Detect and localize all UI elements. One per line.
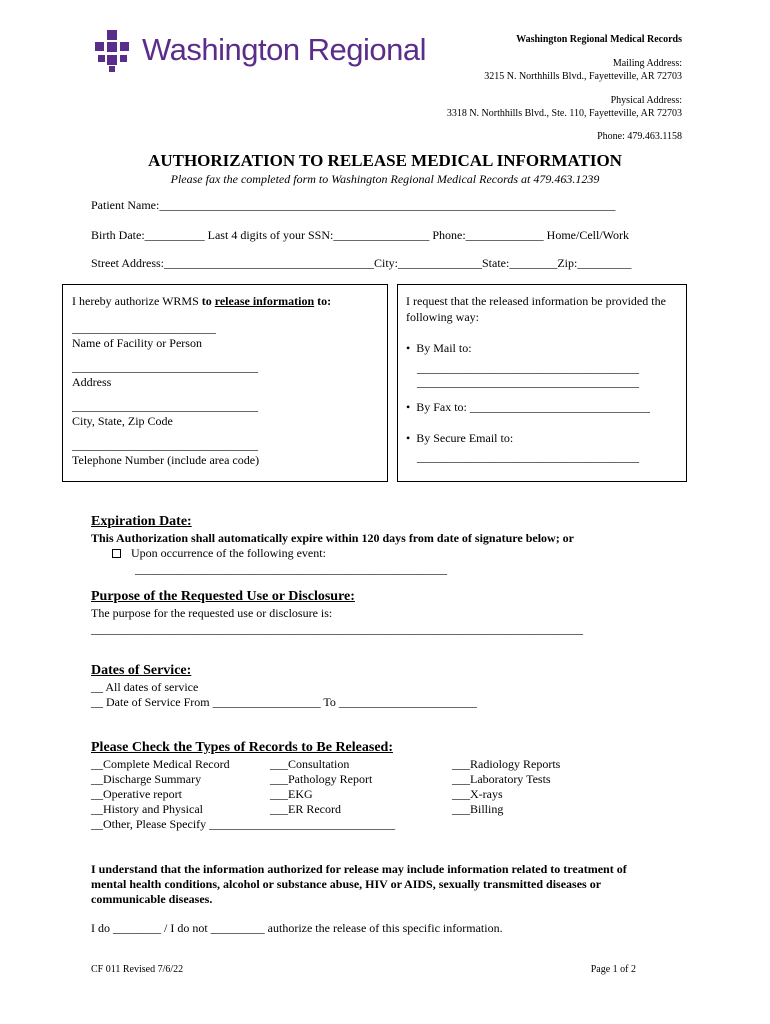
physical-label: Physical Address: xyxy=(610,95,682,106)
delivery-intro-line2: following way: xyxy=(406,310,479,324)
header-phone: Phone: 479.463.1158 xyxy=(597,131,682,142)
record-option-other[interactable]: __Other, Please Specify _______________________________ xyxy=(91,817,396,831)
record-option[interactable]: ___X-rays xyxy=(452,787,503,801)
email-blank[interactable]: _____________________________________ xyxy=(417,450,639,464)
email-option: • By Secure Email to: xyxy=(406,430,513,446)
mail-option: • By Mail to: xyxy=(406,340,472,356)
record-option[interactable]: ___EKG xyxy=(270,787,313,801)
event-checkbox[interactable] xyxy=(112,549,121,558)
mail-blank-2[interactable]: _____________________________________ xyxy=(417,375,639,389)
record-option[interactable]: __Complete Medical Record xyxy=(91,757,230,771)
consent-choice[interactable]: I do ________ / I do not _________ authorize the release of this specific information. xyxy=(91,921,503,935)
logo-wordmark: Washington Regional xyxy=(142,32,427,67)
city-blank[interactable]: _______________________________ xyxy=(72,399,258,413)
purpose-heading: Purpose of the Requested Use or Disclosure: xyxy=(91,589,355,604)
header-org: Washington Regional Medical Records xyxy=(516,34,682,45)
dates-heading: Dates of Service: xyxy=(91,663,192,678)
street-address-field[interactable]: Street Address:___________________________________City:______________State:________Zip:_________ xyxy=(91,256,632,270)
expiration-heading: Expiration Date: xyxy=(91,514,192,529)
cross-logo-icon xyxy=(92,30,134,72)
city-label: City, State, Zip Code xyxy=(72,414,173,428)
telephone-label: Telephone Number (include area code) xyxy=(72,453,260,467)
address-blank[interactable]: _______________________________ xyxy=(72,360,258,374)
records-heading: Please Check the Types of Records to Be Released: xyxy=(91,740,393,755)
mailing-label: Mailing Address: xyxy=(612,58,682,69)
consent-statement: I understand that the information authorized for release may include information related to treatment of mental health conditions, alcohol or substance abuse, HIV or AIDS, sexually transmitted diseases or communicable diseases. xyxy=(91,862,627,906)
record-option[interactable]: ___Radiology Reports xyxy=(452,757,561,771)
record-option[interactable]: ___ER Record xyxy=(270,802,341,816)
expiration-event-option[interactable]: Upon occurrence of the following event: xyxy=(112,546,326,561)
purpose-blank[interactable]: __________________________________________________________________________________ xyxy=(91,622,583,636)
form-id: CF 011 Revised 7/6/22 xyxy=(91,964,184,975)
fax-option[interactable]: • By Fax to: ______________________________ xyxy=(406,399,650,415)
record-option[interactable]: ___Pathology Report xyxy=(270,772,373,786)
date-range-option[interactable]: __ Date of Service From __________________ To _______________________ xyxy=(91,695,477,709)
purpose-text: The purpose for the requested use or disclosure is: xyxy=(91,606,333,620)
all-dates-option[interactable]: __ All dates of service xyxy=(91,680,199,694)
telephone-blank[interactable]: _______________________________ xyxy=(72,438,258,452)
record-option[interactable]: ___Laboratory Tests xyxy=(452,772,551,786)
mailing-address: 3215 N. Northhills Blvd., Fayetteville, AR 72703 xyxy=(484,71,682,82)
facility-label: Name of Facility or Person xyxy=(72,336,202,350)
record-option[interactable]: __Discharge Summary xyxy=(91,772,202,786)
washington-regional-logo xyxy=(92,30,427,76)
birth-ssn-phone-field[interactable]: Birth Date:__________ Last 4 digits of your SSN:________________ Phone:_____________ Home/Cell/Work xyxy=(91,228,630,242)
records-column-3 xyxy=(452,757,560,817)
physical-address: 3318 N. Northhills Blvd., Ste. 110, Fayetteville, AR 72703 xyxy=(446,108,682,119)
authorize-intro: I hereby authorize WRMS to release information to: xyxy=(72,294,332,308)
page-title: AUTHORIZATION TO RELEASE MEDICAL INFORMATION xyxy=(148,151,622,170)
mail-blank-1[interactable]: _____________________________________ xyxy=(417,361,639,375)
record-option[interactable]: __History and Physical xyxy=(91,802,203,816)
patient-name-field[interactable]: Patient Name:____________________________________________________________________________ xyxy=(91,198,616,212)
facility-blank[interactable]: ________________________ xyxy=(72,321,216,335)
record-option[interactable]: ___Consultation xyxy=(270,757,350,771)
record-option[interactable]: __Operative report xyxy=(91,787,182,801)
record-option[interactable]: ___Billing xyxy=(452,802,504,816)
expiration-event-blank[interactable]: ____________________________________________________ xyxy=(135,562,447,576)
fax-blank[interactable]: ______________________________ xyxy=(469,400,650,414)
expiration-text: This Authorization shall automatically expire within 120 days from date of signature below; or xyxy=(91,531,575,545)
page-number: Page 1 of 2 xyxy=(590,964,636,975)
address-label: Address xyxy=(72,375,112,389)
records-column-2 xyxy=(270,757,372,817)
delivery-intro-line1: I request that the released information be provided the xyxy=(406,294,666,308)
page-subtitle: Please fax the completed form to Washington Regional Medical Records at 479.463.1239 xyxy=(170,172,600,186)
